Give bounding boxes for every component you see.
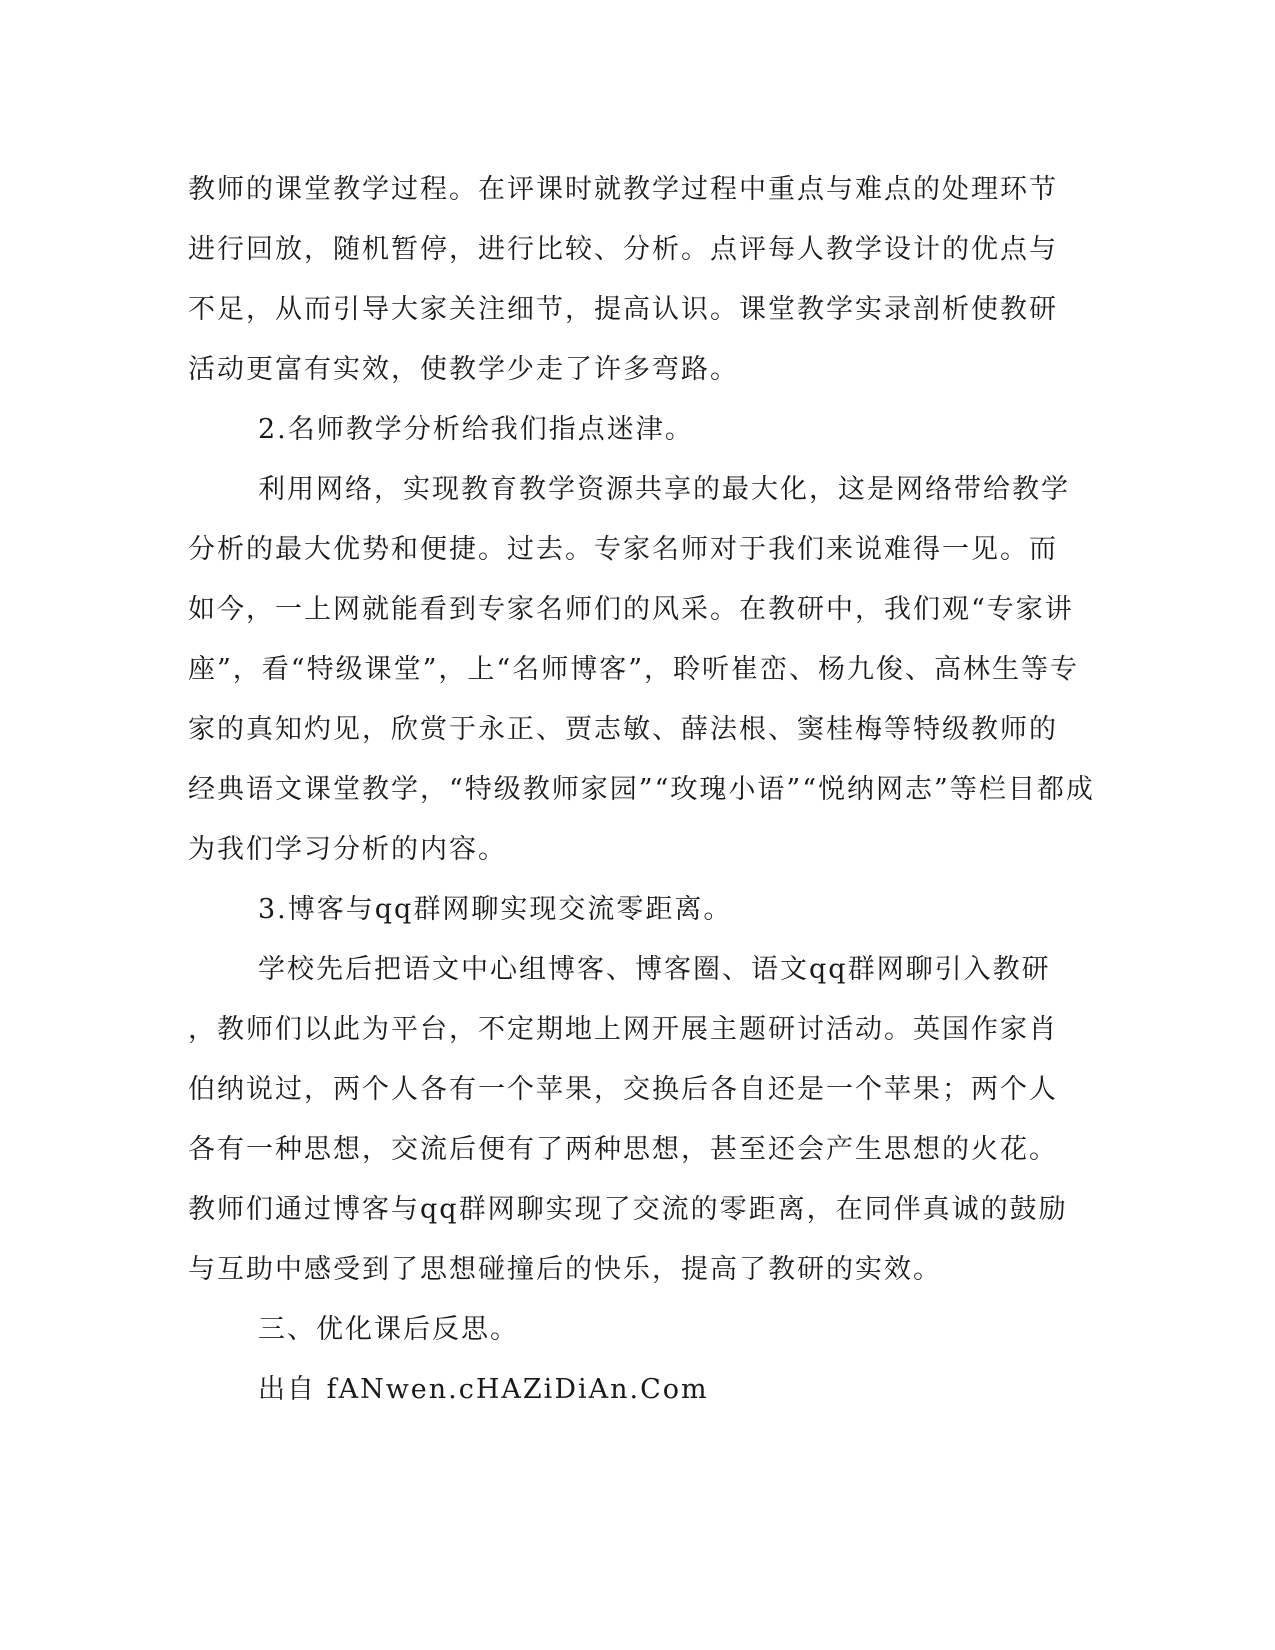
text-line: 活动更富有实效，使教学少走了许多弯路。: [188, 354, 739, 385]
document-body: [188, 160, 1095, 1420]
text-line: 与互助中感受到了思想碰撞后的快乐，提高了教研的实效。: [188, 1254, 942, 1285]
section-heading: 2.名师教学分析给我们指点迷津。: [258, 414, 694, 445]
text-line: 教师们通过博客与qq群网聊实现了交流的零距离，在同伴真诚的鼓励: [188, 1194, 1068, 1225]
source-note: 出自 fANwen.cHAZiDiAn.Com: [258, 1374, 709, 1405]
text-line: ，教师们以此为平台，不定期地上网开展主题研讨活动。英国作家肖: [188, 1014, 1058, 1045]
text-line: 教师的课堂教学过程。在评课时就教学过程中重点与难点的处理环节: [188, 174, 1058, 205]
text-line: 如今，一上网就能看到专家名师们的风采。在教研中，我们观“专家讲: [188, 594, 1074, 625]
text-line: 学校先后把语文中心组博客、博客圈、语文qq群网聊引入教研: [258, 954, 1051, 985]
text-line: 分析的最大优势和便捷。过去。专家名师对于我们来说难得一见。而: [188, 534, 1058, 565]
section-heading: 三、优化课后反思。: [258, 1314, 519, 1345]
section-heading: 3.博客与qq群网聊实现交流零距离。: [258, 894, 733, 925]
text-line: 经典语文课堂教学，“特级教师家园”“玫瑰小语”“悦纳网志”等栏目都成: [188, 774, 1095, 805]
text-line: 伯纳说过，两个人各有一个苹果，交换后各自还是一个苹果；两个人: [188, 1074, 1058, 1105]
text-line: 家的真知灼见，欣赏于永正、贾志敏、薛法根、窦桂梅等特级教师的: [188, 714, 1058, 745]
text-line: 利用网络，实现教育教学资源共享的最大化，这是网络带给教学: [258, 474, 1070, 505]
text-line: 为我们学习分析的内容。: [188, 834, 507, 865]
text-line: 座”，看“特级课堂”，上“名师博客”，聆听崔峦、杨九俊、高林生等专: [188, 654, 1080, 685]
text-line: 各有一种思想，交流后便有了两种思想，甚至还会产生思想的火花。: [188, 1134, 1058, 1165]
text-line: 进行回放，随机暂停，进行比较、分析。点评每人教学设计的优点与: [188, 234, 1058, 265]
text-line: 不足，从而引导大家关注细节，提高认识。课堂教学实录剖析使教研: [188, 294, 1058, 325]
